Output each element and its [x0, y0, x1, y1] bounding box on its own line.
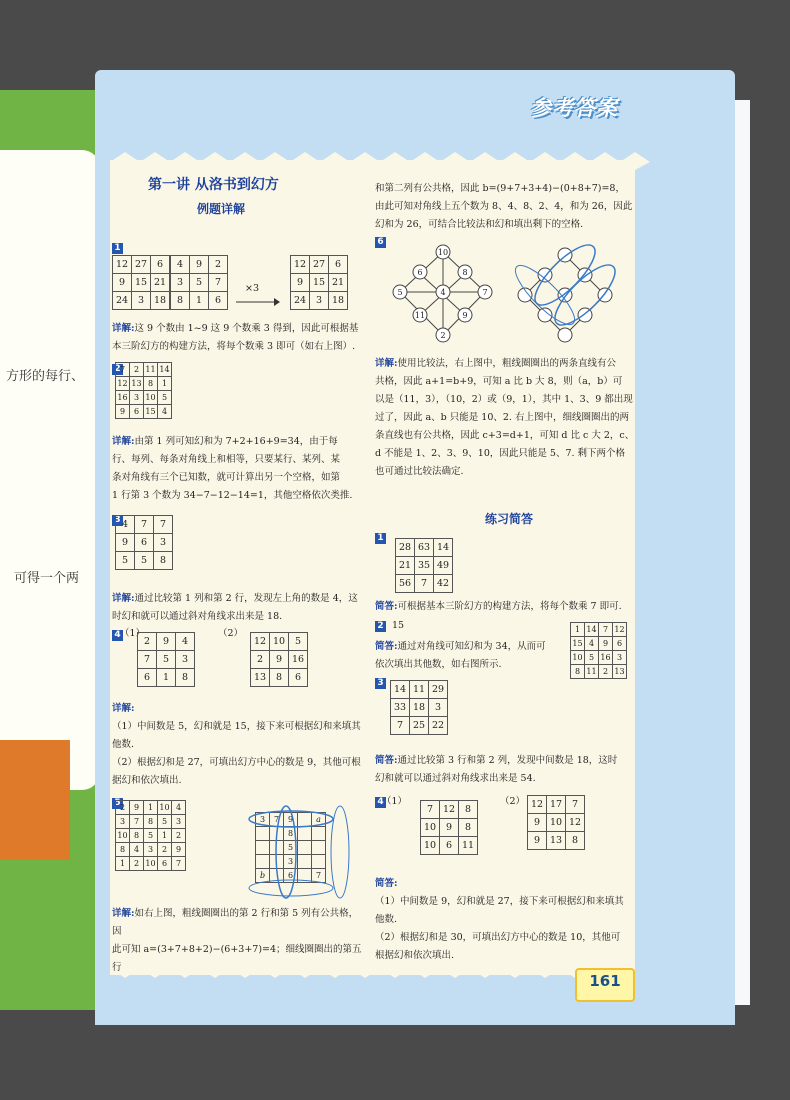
cell: 9	[190, 256, 209, 274]
example-2-number: 2	[112, 364, 123, 375]
cell: 3	[172, 815, 186, 829]
node-label: 8	[462, 268, 468, 277]
cell: 11	[410, 681, 429, 699]
cell: 3	[256, 813, 270, 827]
cell: 14	[585, 623, 599, 637]
ex5-grid-1	[115, 800, 186, 871]
section-title-practice: 练习简答	[485, 512, 534, 526]
ex2-explanation	[112, 433, 367, 505]
cell: 18	[329, 292, 348, 310]
node-label: 7	[482, 288, 488, 297]
cell: 13	[130, 377, 144, 391]
ex5-text-1: 如右上图，粗线圈圈出的第 2 行和第 5 列有公共格，因	[112, 908, 359, 937]
section-title-examples: 例题详解	[197, 202, 246, 216]
ex5-text-2: 此可知 a=(3+7+8+2)−(6+3+7)=4；细线圈圈出的第五行	[112, 944, 362, 973]
cont-text-2: 由此可知对角线上五个数为 8、4、8、2、4，和为 26，因此	[375, 201, 633, 212]
cell: 12	[291, 256, 310, 274]
lecture-title: 第一讲 从洛书到幻方	[148, 177, 279, 193]
ex3-text-1: 通过比较第 1 列和第 2 行，发现左上角的数是 4，这	[134, 593, 358, 604]
cell: 5	[158, 815, 172, 829]
ex1-grid-b	[170, 255, 228, 310]
page-number: 161	[589, 972, 621, 990]
ex4-part-1-label: （1）	[120, 628, 146, 639]
answer-label: 简答:	[375, 641, 398, 652]
p4-grid-1	[420, 800, 478, 855]
ex4-text-2: 他数.	[112, 739, 135, 750]
ex4-explanation	[112, 700, 367, 790]
cell: 2	[599, 665, 613, 679]
cell: 7	[154, 516, 173, 534]
cell: 56	[396, 575, 415, 593]
cell: 6	[138, 669, 157, 687]
ex6-explanation	[375, 355, 637, 481]
background-text-1: 方形的每行、	[6, 369, 85, 384]
ex1-grid-c	[290, 255, 348, 310]
cell: 1	[158, 829, 172, 843]
cell: 9	[291, 274, 310, 292]
cell: 8	[571, 665, 585, 679]
cell: 15	[144, 405, 158, 419]
cell: 4	[176, 633, 195, 651]
cell: 11	[585, 665, 599, 679]
ex2-text-4: 1 行第 3 个数为 34−7−12−14=1，其他空格依次类推.	[112, 490, 353, 501]
cell: 7	[130, 815, 144, 829]
explanation-label: 详解:	[112, 593, 135, 604]
ex1-explanation	[112, 320, 362, 356]
practice-4-number: 4	[375, 797, 386, 808]
answer-label: 简答:	[375, 601, 398, 612]
cell: 6	[613, 637, 627, 651]
answer-label: 简答:	[375, 878, 398, 889]
cell: 15	[310, 274, 329, 292]
cell: 3	[284, 855, 298, 869]
node-label: 5	[397, 288, 403, 297]
ex1-text-2: 本三阶幻方的构建方法，将每个数乘 3 即可（如右上图）.	[112, 341, 356, 352]
p1-text: 可根据基本三阶幻方的构建方法，将每个数乘 7 即可.	[397, 601, 622, 612]
cell: 9	[157, 633, 176, 651]
ex2-grid	[115, 362, 172, 419]
background-text-2: 可得一个两	[14, 571, 80, 586]
cell: 9	[528, 832, 547, 850]
p2-text-2: 依次填出其他数，如右图所示.	[375, 659, 502, 670]
cell: 12	[251, 633, 270, 651]
cell: 8	[130, 829, 144, 843]
cell: 21	[329, 274, 348, 292]
cell: a	[312, 813, 326, 827]
node-label: 11	[414, 311, 426, 320]
cell: 4	[158, 405, 172, 419]
cell: 10	[270, 633, 289, 651]
cell: 3	[130, 391, 144, 405]
ex1-text-1: 这 9 个数由 1~9 这 9 个数乘 3 得到，因此可根据基	[134, 323, 359, 334]
cell: 63	[415, 539, 434, 557]
cell: 2	[209, 256, 228, 274]
cell: 5	[585, 651, 599, 665]
ex4-grid-1	[137, 632, 195, 687]
ex1-operator: ×3	[245, 283, 260, 294]
cell: 8	[270, 669, 289, 687]
cell: 7	[138, 651, 157, 669]
cell: 6	[158, 857, 172, 871]
cell: 9	[172, 843, 186, 857]
cell: 27	[310, 256, 329, 274]
cell: 9	[116, 405, 130, 419]
ex4-text-3: （2）根据幻和是 27，可填出幻方中心的数是 9，其他可根	[112, 757, 361, 768]
cell: 18	[151, 292, 170, 310]
p2-value: 15	[392, 620, 405, 631]
ex4-grid-2	[250, 632, 308, 687]
ex3-grid	[115, 515, 173, 570]
p4-grid-2	[527, 795, 585, 850]
cell: 6	[329, 256, 348, 274]
background-book-page	[0, 150, 100, 790]
cell: 15	[132, 274, 151, 292]
cell: 7	[599, 623, 613, 637]
cell: 21	[396, 557, 415, 575]
cell: 7	[391, 717, 410, 735]
cell: 8	[144, 815, 158, 829]
ex6-text-6: d 不能是 1、2、3、9、10，因此只能是 5、7. 剩下两个格	[375, 448, 626, 459]
cell: 33	[391, 699, 410, 717]
answer-label: 简答:	[375, 755, 398, 766]
cell: 12	[566, 814, 585, 832]
example-5-number: 5	[112, 798, 123, 809]
cell: 16	[599, 651, 613, 665]
cell: 2	[130, 363, 144, 377]
ex3-explanation	[112, 590, 367, 626]
answers-banner: 参考答案	[530, 96, 618, 120]
cell: 21	[151, 274, 170, 292]
node-label: 4	[440, 288, 446, 297]
cell: 10	[547, 814, 566, 832]
cell: 10	[421, 819, 440, 837]
cell: 1	[158, 377, 172, 391]
cell: 49	[434, 557, 453, 575]
ex1-grid-a	[112, 255, 170, 310]
practice-3-number: 3	[375, 678, 386, 689]
cell: 8	[566, 832, 585, 850]
cell: 9	[116, 534, 135, 552]
explanation-label: 详解:	[375, 358, 398, 369]
cell: 42	[434, 575, 453, 593]
cell: 3	[429, 699, 448, 717]
example-6-number: 6	[375, 237, 386, 248]
cell: 7	[135, 516, 154, 534]
ex4-text-4: 据幻和依次填出.	[112, 775, 182, 786]
cell: 6	[284, 869, 298, 883]
cell: 3	[144, 843, 158, 857]
cell: 4	[130, 843, 144, 857]
ex6-text-4: 过了，因此 a、b 只能是 10、2. 右上图中，细线圈圈出的两	[375, 412, 629, 423]
cell: 3	[171, 274, 190, 292]
cell: 8	[459, 801, 478, 819]
cell: 2	[130, 857, 144, 871]
cell: 13	[613, 665, 627, 679]
cell: 9	[130, 801, 144, 815]
cell: 5	[144, 829, 158, 843]
ex2-text-2: 行、每列、每条对角线上和相等，只要某行、某列、某	[112, 454, 341, 465]
cell: 1	[144, 801, 158, 815]
cell: 7	[270, 813, 284, 827]
cell: 6	[130, 405, 144, 419]
cell: 29	[429, 681, 448, 699]
cell: 5	[158, 391, 172, 405]
cell: 22	[429, 717, 448, 735]
cell: 10	[571, 651, 585, 665]
node-label: 9	[462, 311, 468, 320]
cell: 3	[132, 292, 151, 310]
p1-answer	[375, 598, 637, 616]
ex2-text-1: 由第 1 列可知幻和为 7+2+16+9=34，由于每	[134, 436, 338, 447]
cell: 1	[190, 292, 209, 310]
cell: 16	[116, 391, 130, 405]
cell: 11	[144, 363, 158, 377]
cell: 24	[113, 292, 132, 310]
cell: 12	[613, 623, 627, 637]
cell: 10	[421, 837, 440, 855]
ex6-text-3: 以是（11，3），（10，2）或（9，1），其中 1、3、9 都出现	[375, 394, 633, 405]
node-label: 2	[440, 331, 446, 340]
explanation-label: 详解:	[112, 436, 135, 447]
p3-grid	[390, 680, 448, 735]
ex6-text-7: 也可通过比较法确定.	[375, 466, 464, 477]
p4-text-1: （1）中间数是 9，幻和就是 27，接下来可根据幻和来填其	[375, 896, 624, 907]
cell: 17	[547, 796, 566, 814]
cont-text-3: 幻和为 26，可结合比较法和幻和填出剩下的空格.	[375, 219, 584, 230]
cell: 8	[116, 843, 130, 857]
p4-part-2-label: （2）	[500, 796, 526, 807]
ex5-explanation	[112, 905, 367, 977]
cont-text-1: 和第二列有公共格，因此 b=(9+7+3+4)−(0+8+7)=8，	[375, 183, 625, 194]
p2-text-1: 通过对角线可知幻和为 34，从而可	[397, 641, 546, 652]
node-label: 10	[437, 248, 449, 257]
cell: 6	[440, 837, 459, 855]
arrow-icon	[236, 297, 280, 307]
explanation-label: 详解:	[112, 908, 135, 919]
cell: 14	[391, 681, 410, 699]
cell: 12	[113, 256, 132, 274]
cell: 1	[116, 857, 130, 871]
cell: 24	[291, 292, 310, 310]
cell: 7	[566, 796, 585, 814]
p1-grid	[395, 538, 453, 593]
cell: 9	[284, 813, 298, 827]
cell: 5	[116, 552, 135, 570]
cell: 12	[528, 796, 547, 814]
cell: 10	[116, 829, 130, 843]
cell: 10	[158, 801, 172, 815]
node-label: 6	[417, 268, 423, 277]
ex2-text-3: 条对角线有三个已知数，就可计算出另一个空格，如第	[112, 472, 341, 483]
cell: 8	[144, 377, 158, 391]
cell: 7	[312, 869, 326, 883]
cell: 6	[289, 669, 308, 687]
p4-part-1-label: （1）	[382, 796, 408, 807]
cell: b	[256, 869, 270, 883]
cell: 2	[138, 633, 157, 651]
cell: 11	[459, 837, 478, 855]
cell: 6	[135, 534, 154, 552]
cell: 1	[571, 623, 585, 637]
cell: 5	[157, 651, 176, 669]
cell: 28	[396, 539, 415, 557]
cell: 1	[157, 669, 176, 687]
p3-text-1: 通过比较第 3 行和第 2 列，发现中间数是 18，这时	[397, 755, 618, 766]
cell: 8	[154, 552, 173, 570]
p4-text-4: 根据幻和依次填出.	[375, 950, 455, 961]
p3-answer	[375, 752, 637, 788]
cell: 4	[172, 801, 186, 815]
cell: 13	[547, 832, 566, 850]
cell: 8	[171, 292, 190, 310]
p4-answer	[375, 875, 637, 965]
cell: 4	[116, 516, 135, 534]
cell: 4	[585, 637, 599, 651]
ex6-text-1: 使用比较法，右上图中，粗线圈圈出的两条直线有公	[397, 358, 617, 369]
cell: 8	[284, 827, 298, 841]
example-3-number: 3	[112, 515, 123, 526]
cell: 2	[172, 829, 186, 843]
cell: 13	[251, 669, 270, 687]
p3-text-2: 幻和就可以通过斜对角线求出来是 54.	[375, 773, 536, 784]
cell: 15	[571, 637, 585, 651]
cell: 6	[151, 256, 170, 274]
cell: 16	[289, 651, 308, 669]
ex5-continuation	[375, 180, 635, 234]
example-1-number: 1	[112, 243, 123, 254]
explanation-label: 详解:	[112, 323, 135, 334]
practice-2-number: 2	[375, 621, 386, 632]
cell: 3	[613, 651, 627, 665]
cell: 12	[116, 377, 130, 391]
cell: 7	[421, 801, 440, 819]
cell: 5	[190, 274, 209, 292]
cell: 9	[440, 819, 459, 837]
cell: 8	[459, 819, 478, 837]
practice-1-number: 1	[375, 533, 386, 544]
cell: 10	[144, 857, 158, 871]
ex6-text-2: 共格，因此 a+1=b+9，可知 a 比 b 大 8，则（a，b）可	[375, 376, 623, 387]
cell: 3	[176, 651, 195, 669]
cell: 25	[410, 717, 429, 735]
cell: 9	[599, 637, 613, 651]
p4-text-2: 他数.	[375, 914, 398, 925]
cell: 2	[158, 843, 172, 857]
ex4-part-2-label: （2）	[218, 628, 244, 639]
cell: 8	[176, 669, 195, 687]
cell: 9	[528, 814, 547, 832]
cell: 27	[132, 256, 151, 274]
cell: 6	[209, 292, 228, 310]
cell: 10	[144, 391, 158, 405]
cell: 3	[310, 292, 329, 310]
explanation-label: 详解:	[112, 703, 135, 714]
cell: 12	[440, 801, 459, 819]
cell: 4	[171, 256, 190, 274]
p2-grid	[570, 622, 627, 679]
cell: 7	[172, 857, 186, 871]
cell: 14	[158, 363, 172, 377]
example-4-number: 4	[112, 630, 123, 641]
cell: 18	[410, 699, 429, 717]
p4-text-3: （2）根据幻和是 30，可填出幻方中心的数是 10，其他可	[375, 932, 621, 943]
cell: 35	[415, 557, 434, 575]
ex3-text-2: 时幻和就可以通过斜对角线求出来是 18.	[112, 611, 283, 622]
cell: 9	[270, 651, 289, 669]
ex4-text-1: （1）中间数是 5，幻和就是 15，接下来可根据幻和来填其	[112, 721, 361, 732]
p2-answer	[375, 638, 570, 674]
cell: 2	[116, 801, 130, 815]
ex6-diagram-right	[510, 240, 620, 355]
cell: 5	[289, 633, 308, 651]
cell: 9	[113, 274, 132, 292]
cell: 7	[209, 274, 228, 292]
cell: 14	[434, 539, 453, 557]
cell: 7	[116, 363, 130, 377]
cell: 3	[154, 534, 173, 552]
cell: 2	[251, 651, 270, 669]
background-illustration	[0, 740, 70, 860]
cell: 5	[135, 552, 154, 570]
ex5-circle-overlay	[245, 802, 355, 902]
ex6-text-5: 条直线也有公共格，因此 c+3=d+1，可知 d 比 c 大 2，c、	[375, 430, 635, 441]
cell: 7	[415, 575, 434, 593]
cell: 3	[116, 815, 130, 829]
cell: 5	[284, 841, 298, 855]
ex6-diagram-left	[385, 240, 505, 350]
